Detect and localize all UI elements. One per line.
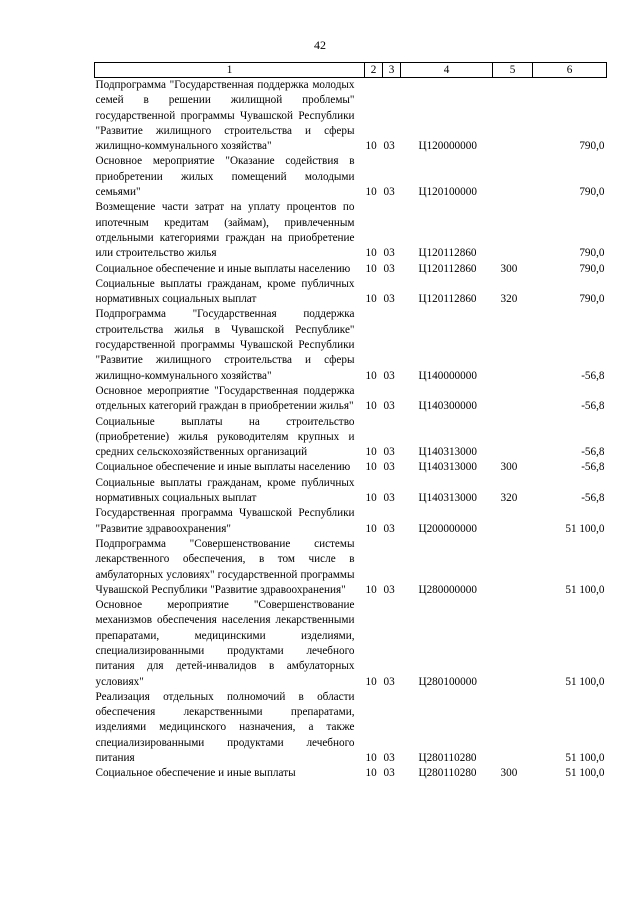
row-amount: 51 100,0	[565, 675, 605, 688]
row-name: Социальные выплаты на строительство (приобретение) жилья руководителям крупных и средних сельскохозяйственных организаций	[95, 415, 355, 459]
row-amount: -56,8	[581, 400, 605, 413]
row-target-code: Ц140313000	[418, 492, 477, 505]
row-expense-type: 300	[500, 767, 518, 780]
row-subsection: 03	[383, 583, 395, 596]
row-target-code: Ц140313000	[418, 461, 477, 474]
row-expense-type: 300	[500, 461, 518, 474]
row-amount: -56,8	[581, 446, 605, 459]
row-subsection: 03	[383, 446, 395, 459]
row-section: 10	[365, 247, 377, 260]
table-row	[95, 200, 607, 261]
table-row	[95, 537, 607, 598]
header-col-3: 3	[383, 63, 401, 78]
row-section: 10	[365, 461, 377, 474]
row-amount: 51 100,0	[565, 767, 605, 780]
row-amount: 790,0	[579, 293, 605, 306]
row-expense-type	[493, 598, 533, 690]
row-subsection: 03	[383, 369, 395, 382]
row-target-code: Ц140000000	[418, 369, 477, 382]
row-subsection: 03	[383, 262, 395, 275]
row-expense-type	[493, 78, 533, 155]
row-section: 10	[365, 140, 377, 153]
table-row	[95, 766, 607, 781]
row-amount: -56,8	[581, 369, 605, 382]
row-subsection: 03	[383, 247, 395, 260]
row-target-code: Ц280000000	[418, 583, 477, 596]
budget-table	[94, 62, 607, 782]
row-name: Социальное обеспечение и иные выплаты населению	[95, 262, 351, 275]
table-row	[95, 690, 607, 766]
row-section: 10	[365, 767, 377, 780]
row-section: 10	[365, 522, 377, 535]
row-section: 10	[365, 675, 377, 688]
row-expense-type	[493, 537, 533, 598]
row-expense-type: 320	[500, 293, 518, 306]
row-subsection: 03	[383, 522, 395, 535]
row-expense-type	[493, 307, 533, 383]
row-amount: 790,0	[579, 140, 605, 153]
row-section: 10	[365, 293, 377, 306]
row-amount: 51 100,0	[565, 522, 605, 535]
table-row	[95, 262, 607, 277]
row-name: Подпрограмма "Государственная поддержка строительства жилья в Чувашской Республике" государственной программы Чувашской Республики "Развитие жилищного строительства и сферы жилищно-коммунального хозяйства"	[95, 308, 355, 382]
row-subsection: 03	[383, 675, 395, 688]
table-row	[95, 506, 607, 537]
row-amount: 790,0	[579, 262, 605, 275]
row-target-code: Ц200000000	[418, 522, 477, 535]
row-amount: 51 100,0	[565, 583, 605, 596]
row-expense-type	[493, 506, 533, 537]
row-name: Возмещение части затрат на уплату процентов по ипотечным кредитам (займам), привлеченным отдельными категориями граждан на приобретение или строительство жилья	[95, 201, 355, 260]
row-name: Социальные выплаты гражданам, кроме публичных нормативных социальных выплат	[95, 476, 355, 505]
row-section: 10	[365, 369, 377, 382]
row-expense-type	[493, 384, 533, 415]
row-expense-type: 320	[500, 492, 518, 505]
table-row	[95, 154, 607, 200]
row-amount: -56,8	[581, 492, 605, 505]
row-section: 10	[365, 752, 377, 765]
row-target-code: Ц120100000	[418, 186, 477, 199]
row-name: Социальное обеспечение и иные выплаты населению	[95, 461, 351, 474]
page-number: 42	[314, 38, 326, 52]
row-target-code: Ц120112860	[418, 247, 477, 260]
row-section: 10	[365, 262, 377, 275]
row-target-code: Ц140300000	[418, 400, 477, 413]
row-section: 10	[365, 186, 377, 199]
header-col-5: 5	[493, 63, 533, 78]
row-subsection: 03	[383, 752, 395, 765]
row-amount: 790,0	[579, 247, 605, 260]
row-section: 10	[365, 400, 377, 413]
row-subsection: 03	[383, 293, 395, 306]
table-row	[95, 460, 607, 475]
row-target-code: Ц280110280	[418, 752, 477, 765]
table-row	[95, 277, 607, 308]
row-subsection: 03	[383, 186, 395, 199]
row-expense-type	[493, 690, 533, 766]
header-col-6: 6	[533, 63, 607, 78]
row-target-code: Ц280110280	[418, 767, 477, 780]
row-name: Реализация отдельных полномочий в области обеспечения лекарственными препаратами, изделиями медицинского назначения, а также специализированными продуктами лечебного питания	[95, 690, 355, 765]
row-section: 10	[365, 446, 377, 459]
row-section: 10	[365, 492, 377, 505]
table-row	[95, 598, 607, 690]
header-col-1: 1	[95, 63, 365, 78]
row-target-code: Ц120112860	[418, 262, 477, 275]
row-target-code: Ц280100000	[418, 675, 477, 688]
header-col-4: 4	[401, 63, 493, 78]
row-name: Подпрограмма "Совершенствование системы лекарственного обеспечения, в том числе в амбулаторных условиях" государственной программы Чувашской Республики "Развитие здравоохранения"	[95, 537, 355, 596]
header-row	[95, 63, 607, 78]
row-target-code: Ц120000000	[418, 140, 477, 153]
row-amount: 790,0	[579, 186, 605, 199]
table-row	[95, 384, 607, 415]
row-target-code: Ц140313000	[418, 446, 477, 459]
row-name: Государственная программа Чувашской Республики "Развитие здравоохранения"	[95, 507, 355, 535]
row-name: Подпрограмма "Государственная поддержка молодых семей в решении жилищной проблемы" государственной программы Чувашской Республики "Развитие жилищного строительства и сферы жилищно-коммунального хозяйства"	[95, 79, 355, 153]
table-row	[95, 476, 607, 507]
header-col-2: 2	[365, 63, 383, 78]
row-name: Основное мероприятие "Совершенствование механизмов обеспечения населения лекарственными препаратами, медицинскими изделиями, специализированными продуктами лечебного питания для детей-инвалидов в амбулаторных условиях"	[95, 599, 355, 688]
row-expense-type: 300	[500, 262, 518, 275]
table-row	[95, 415, 607, 461]
row-name: Социальное обеспечение и иные выплаты	[95, 767, 296, 780]
table-row	[95, 307, 607, 383]
row-name: Социальные выплаты гражданам, кроме публичных нормативных социальных выплат	[95, 277, 355, 306]
row-amount: 51 100,0	[565, 752, 605, 765]
row-expense-type	[493, 200, 533, 261]
row-subsection: 03	[383, 492, 395, 505]
row-expense-type	[493, 415, 533, 461]
row-section: 10	[365, 583, 377, 596]
row-name: Основное мероприятие "Государственная поддержка отдельных категорий граждан в приобретении жилья"	[95, 384, 355, 413]
row-target-code: Ц120112860	[418, 293, 477, 306]
row-name: Основное мероприятие "Оказание содействия в приобретении жилых помещений молодыми семьями"	[95, 155, 355, 199]
row-subsection: 03	[383, 461, 395, 474]
row-subsection: 03	[383, 767, 395, 780]
table-row	[95, 78, 607, 155]
row-subsection: 03	[383, 140, 395, 153]
row-expense-type	[493, 154, 533, 200]
row-subsection: 03	[383, 400, 395, 413]
row-amount: -56,8	[581, 461, 605, 474]
